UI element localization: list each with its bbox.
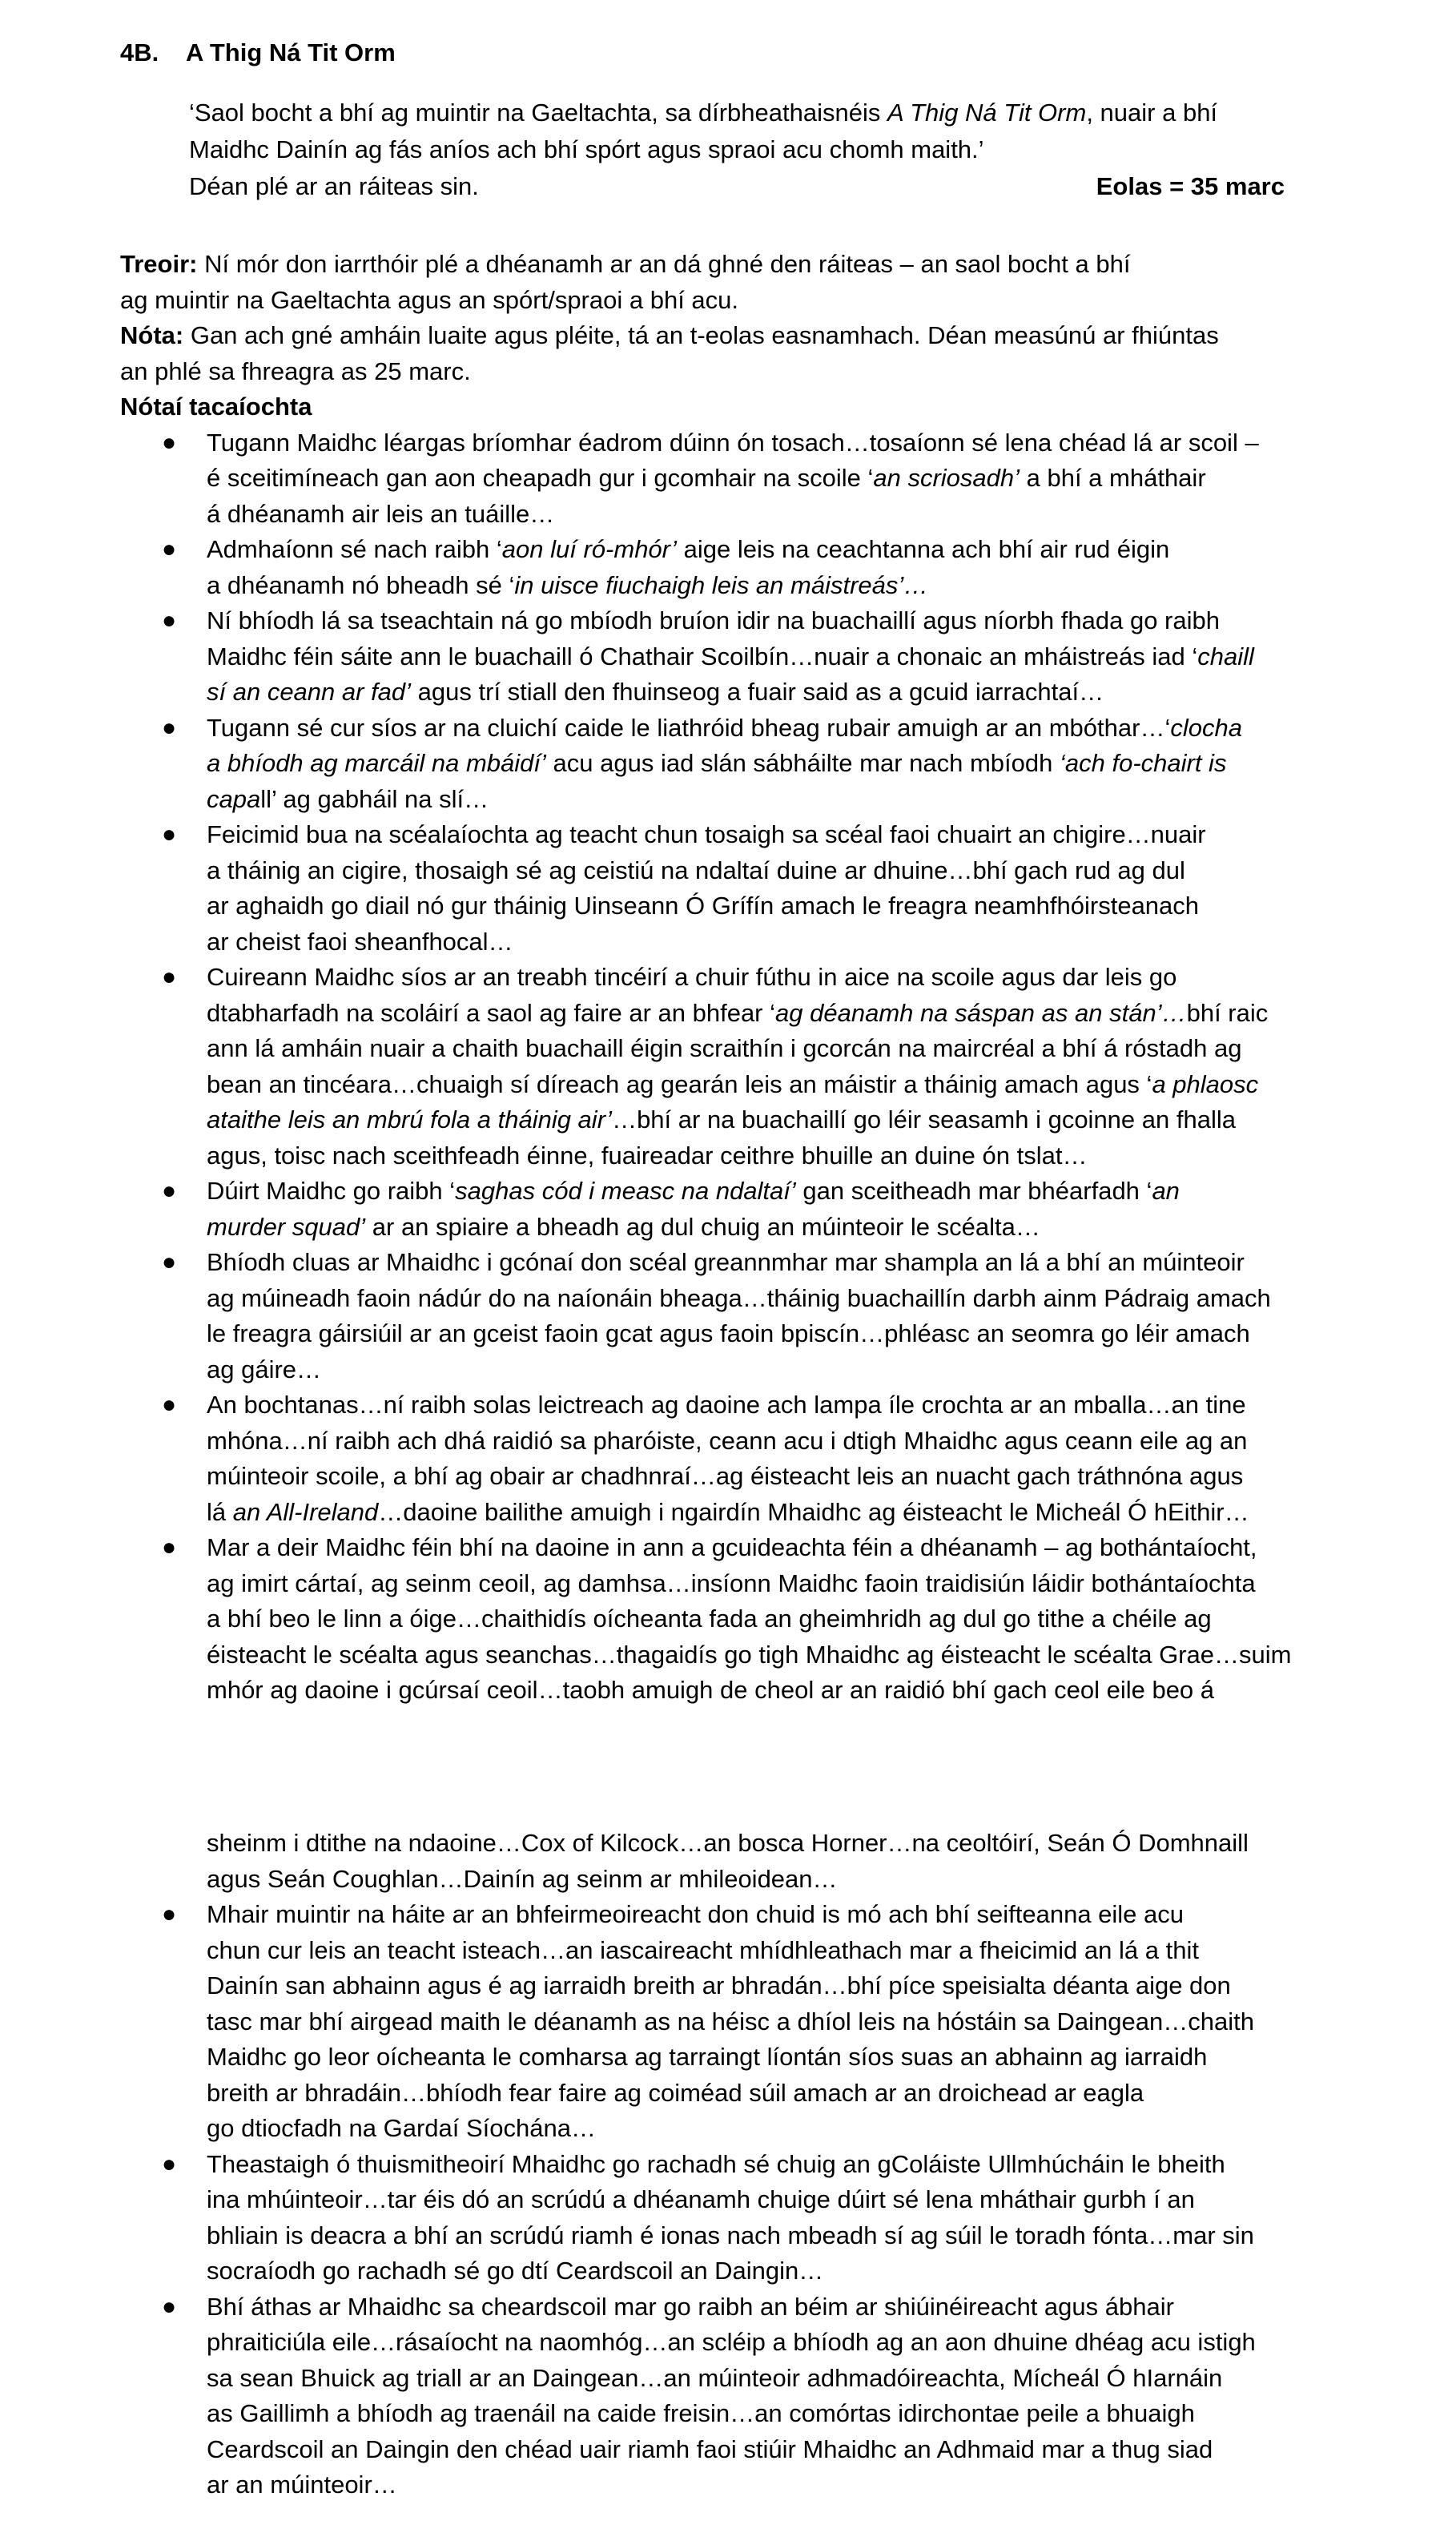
instruction-row <box>189 168 1334 205</box>
instruction-text: Déan plé ar an ráiteas sin. <box>189 172 479 200</box>
bullet-icon: ● <box>162 964 177 990</box>
list-item: ● Dúirt Maidhc go raibh ‘saghas cód i measc na ndaltaí’ gan sceitheadh mar bhéarfadh ‘an murder squad’ ar an spiaire a bheadh ag dul chuig an múinteoir le scéalta… <box>120 1174 1370 1245</box>
bullet-icon: ● <box>162 2293 177 2320</box>
treoir-line-2: ag muintir na Gaeltachta agus an spórt/spraoi a bhí acu. <box>120 285 739 314</box>
marking-notes-continued <box>120 1826 1370 2503</box>
bullet-icon: ● <box>162 1391 177 1418</box>
bullet-list-continued <box>120 1897 1370 2503</box>
section-title: A Thig Ná Tit Orm <box>186 38 396 66</box>
nota-line-2: an phlé sa fhreagra as 25 marc. <box>120 356 471 385</box>
bullet-icon: ● <box>162 2150 177 2177</box>
bullet-icon: ● <box>162 1178 177 1204</box>
list-item: ● An bochtanas…ní raibh solas leictreach ag daoine ach lampa íle crochta ar an mballa…an tine mhóna…ní raibh ach dhá raidió sa pharóiste, ceann acu i dtigh Mhaidhc agus ceann eile ag an múinteoir scoile, a bhí ag obair ar chadhnraí…ag éisteacht leis an nuacht gach tráthnóna agus lá an All-Ireland…daoine bailithe amuigh i ngairdín Mhaidhc ag éisteacht le Micheál Ó hEithir… <box>120 1387 1370 1530</box>
list-item: ● Mar a deir Maidhc féin bhí na daoine in ann a gcuideachta féin a dhéanamh – ag bothántaíocht, ag imirt cártaí, ag seinm ceoil, ag damhsa…insíonn Maidhc faoin traidisiún láidir bothántaíochta a bhí beo le linn a óige…chaithidís oícheanta fada an gheimhridh ag dul go tithe a chéile ag éisteacht le scéalta agus seanchas…thagaidís go tigh Mhaidhc ag éisteacht le scéalta Grae…suim mhór ag daoine i gcúrsaí ceoil…taobh amuigh de cheol ar an raidió bhí gach ceol eile beo á <box>120 1530 1370 1709</box>
bullet-list <box>120 425 1370 1709</box>
list-item: ● Admhaíonn sé nach raibh ‘aon luí ró-mhór’ aige leis na ceachtanna ach bhí air rud éigin a dhéanamh nó bheadh sé ‘in uisce fiuchaigh leis an máistreás’… <box>120 532 1370 603</box>
notes-heading: Nótaí tacaíochta <box>120 393 312 421</box>
bullet-icon: ● <box>162 821 177 848</box>
list-item: ● Bhí áthas ar Mhaidhc sa cheardscoil mar go raibh an béim ar shiúinéireacht agus ábhair phraiticiúla eile…rásaíocht na naomhóg…an scléip a bhíodh ag an aon dhuine dhéag acu istigh sa sean Bhuick ag triall ar an Daingean…an múinteoir adhmadóireachta, Mícheál Ó hIarnáin as Gaillimh a bhíodh ag traenáil na caide freisin…an comórtas idirchontae peile a bhuaigh Ceardscoil an Daingin den chéad uair riamh faoi stiúir Mhaidhc an Adhmaid mar a thug siad ar an múinteoir… <box>120 2289 1370 2503</box>
continued-text: sheinm i dtithe na ndaoine…Cox of Kilcock…an bosca Horner…na ceoltóirí, Seán Ó Domhnaill agus Seán Coughlan…Dainín ag seinm ar mhileoidean… <box>207 1829 1249 1893</box>
quote-line-1: ‘Saol bocht a bhí ag muintir na Gaeltachta, sa dírbheathaisnéis A Thig Ná Tit Orm, nuair a bhí <box>189 99 1218 127</box>
list-item: ● Bhíodh cluas ar Mhaidhc i gcónaí don scéal greannmhar mar shampla an lá a bhí an múinteoir ag múineadh faoin nádúr do na naíonáin bheaga…tháinig buachaillín darbh ainm Pádraig amach le freagra gáirsiúil ar an gceist faoin gcat agus faoin bpiscín…phléasc an seomra go léir amach ag gáire… <box>120 1245 1370 1387</box>
bullet-icon: ● <box>162 607 177 634</box>
list-item: ● Tugann Maidhc léargas bríomhar éadrom dúinn ón tosach…tosaíonn sé lena chéad lá ar scoil – é sceitimíneach gan aon cheapadh gur i gcomhair na scoile ‘an scriosadh’ a bhí a mháthair á dhéanamh air leis an tuáille… <box>120 425 1370 533</box>
section-heading <box>120 35 396 70</box>
bullet-icon: ● <box>162 536 177 562</box>
section-number: 4B. <box>120 38 159 66</box>
list-item: ● Theastaigh ó thuismitheoirí Mhaidhc go rachadh sé chuig an gColáiste Ullmhúcháin le bheith ina mhúinteoir…tar éis dó an scrúdú a dhéanamh chuige dúirt sé lena mháthair gurbh í an bhliain is deacra a bhí an scrúdú riamh é ionas nach mbeadh sí ag súil le toradh fónta…mar sin socraíodh go rachadh sé go dtí Ceardscoil an Daingin… <box>120 2147 1370 2289</box>
list-item: ● Feicimid bua na scéalaíochta ag teacht chun tosaigh sa scéal faoi chuairt an chigire…nuair a tháinig an cigire, thosaigh sé ag ceistiú na ndaltaí duine ar dhuine…bhí gach rud ag dul ar aghaidh go diail nó gur tháinig Uinseann Ó Grífín amach le freagra neamhfhóirsteanach ar cheist faoi sheanfhocal… <box>120 817 1370 960</box>
bullet-icon: ● <box>162 1249 177 1275</box>
bullet-icon: ● <box>162 429 177 456</box>
question-statement <box>189 95 1334 205</box>
bullet-icon: ● <box>162 1534 177 1560</box>
list-item: ● Mhair muintir na háite ar an bhfeirmeoireacht don chuid is mó ach bhí seifteanna eile acu chun cur leis an teacht isteach…an iascaireacht mhídhleathach mar a fheicimid an lá a thit Dainín san abhainn agus é ag iarraidh breith ar bhradán…bhí píce speisialta déanta aige don tasc mar bhí airgead maith le déanamh as na héisc a dhíol leis na hóstáin sa Daingean…chaith Maidhc go leor oícheanta le comharsa ag tarraingt líontán síos suas an abhainn ag iarraidh breith ar bhradáin…bhíodh fear faire ag coiméad súil amach ar an droichead ar eagla go dtiocfadh na Gardaí Síochána… <box>120 1897 1370 2147</box>
marks-label: Eolas = 35 marc <box>1096 172 1285 200</box>
treoir-line-1: Treoir: Ní mór don iarrthóir plé a dhéanamh ar an dá ghné den ráiteas – an saol bocht a bhí <box>120 250 1131 278</box>
bullet-icon: ● <box>162 1901 177 1927</box>
list-item: ● Cuireann Maidhc síos ar an treabh tincéirí a chuir fúthu in aice na scoile agus dar leis go dtabharfadh na scoláirí a saol ag faire ar an bhfear ‘ag déanamh na sáspan as an stán’…bhí raic ann lá amháin nuair a chaith buachaill éigin scraithín i gcorcán na maircréal a bhí á róstadh ag bean an tincéara…chuaigh sí díreach ag gearán leis an máistir a tháinig amach agus ‘a phlaosc ataithe leis an mbrú fola a tháinig air’…bhí ar na buachaillí go léir seasamh i gcoinne an fhalla agus, toisc nach sceithfeadh éinne, fuaireadar ceithre bhuille an duine ón tslat… <box>120 960 1370 1174</box>
marking-notes <box>120 247 1370 1709</box>
list-item: ● Ní bhíodh lá sa tseachtain ná go mbíodh bruíon idir na buachaillí agus níorbh fhada go raibh Maidhc féin sáite ann le buachaill ó Chathair Scoilbín…nuair a chonaic an mháistreás iad ‘chaill sí an ceann ar fad’ agus trí stiall den fhuinseog a fuair said as a gcuid iarrachtaí… <box>120 603 1370 711</box>
quote-line-2: Maidhc Dainín ag fás aníos ach bhí spórt agus spraoi acu chomh maith.’ <box>189 135 984 163</box>
nota-line-1: Nóta: Gan ach gné amháin luaite agus pléite, tá an t-eolas easnamhach. Déan measúnú ar fhiúntas <box>120 321 1219 349</box>
bullet-icon: ● <box>162 714 177 741</box>
list-item: ● Tugann sé cur síos ar na cluichí caide le liathróid bheag rubair amuigh ar an mbóthar…‘clocha a bhíodh ag marcáil na mbáidí’ acu agus iad slán sábháilte mar nach mbíodh ‘ach fo-chairt is capall’ ag gabháil na slí… <box>120 711 1370 818</box>
